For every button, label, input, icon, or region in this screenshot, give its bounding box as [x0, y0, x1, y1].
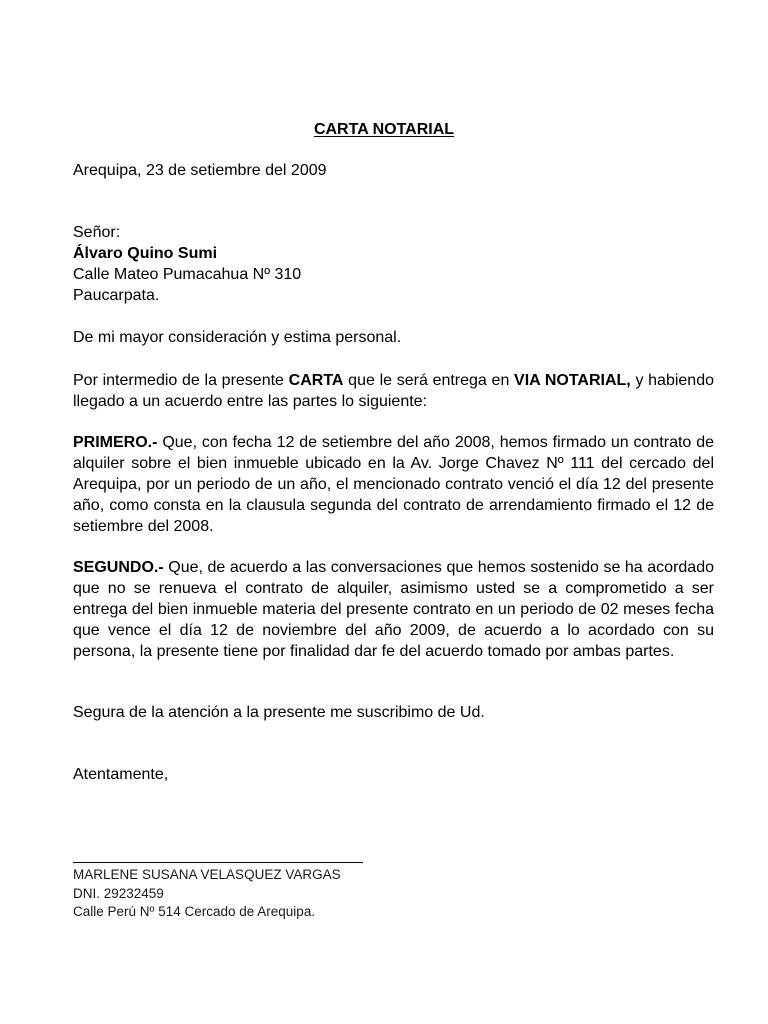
- letter-title: CARTA NOTARIAL: [313, 121, 455, 138]
- primero-label: PRIMERO.-: [73, 434, 158, 451]
- intro-bold-carta: CARTA: [288, 372, 344, 389]
- intro-part2: que le será entrega en: [343, 372, 515, 389]
- recipient-salutation: Señor:: [73, 224, 121, 241]
- greeting: De mi mayor consideración y estima personal.: [73, 329, 402, 346]
- segundo-paragraph: [73, 557, 714, 662]
- signature-line: [73, 862, 363, 863]
- closing-sentence: Segura de la atención a la presente me suscribimo de Ud.: [73, 704, 485, 721]
- farewell: Atentamente,: [73, 766, 169, 783]
- signer-name: MARLENE SUSANA VELASQUEZ VARGAS: [73, 867, 341, 882]
- primero-paragraph: [73, 432, 714, 537]
- intro-bold-via-notarial: VIA NOTARIAL,: [514, 372, 631, 389]
- intro-paragraph: [73, 370, 714, 412]
- recipient-name: Álvaro Quino Sumi: [73, 245, 218, 262]
- primero-text: Que, con fecha 12 de setiembre del año 2008, hemos firmado un contrato de alquiler sobre el bien inmueble ubicado en la Av. Jorge Chavez Nº 111 del cercado del Arequipa, por un periodo de un año, el mencionado contrato venció el día 12 del presente año, como consta en la clausula segunda del contrato de arrendamiento firmado el 12 de setiembre del 2008.: [73, 434, 714, 535]
- segundo-label: SEGUNDO.-: [73, 559, 164, 576]
- signer-dni: DNI. 29232459: [73, 886, 164, 901]
- place-date: Arequipa, 23 de setiembre del 2009: [73, 162, 327, 179]
- intro-part1: Por intermedio de la presente: [73, 372, 289, 389]
- signer-address: Calle Perú Nº 514 Cercado de Arequipa.: [73, 904, 316, 919]
- intro-part3: y habiendo llegado a un acuerdo entre las partes lo siguiente:: [73, 372, 715, 410]
- segundo-text: Que, de acuerdo a las conversaciones que hemos sostenido se ha acordado que no se renueva el contrato de alquiler, asimismo usted se a comprometido a ser entrega del bien inmueble materia del presente contrato en un periodo de 02 meses fecha que vence el día 12 de noviembre del año 2009, de acuerdo a lo acordado con su persona, la presente tiene por finalidad dar fe del acuerdo tomado por ambas partes.: [73, 559, 714, 660]
- recipient-address-line1: Calle Mateo Pumacahua Nº 310: [73, 266, 302, 283]
- recipient-address-line2: Paucarpata.: [73, 287, 160, 304]
